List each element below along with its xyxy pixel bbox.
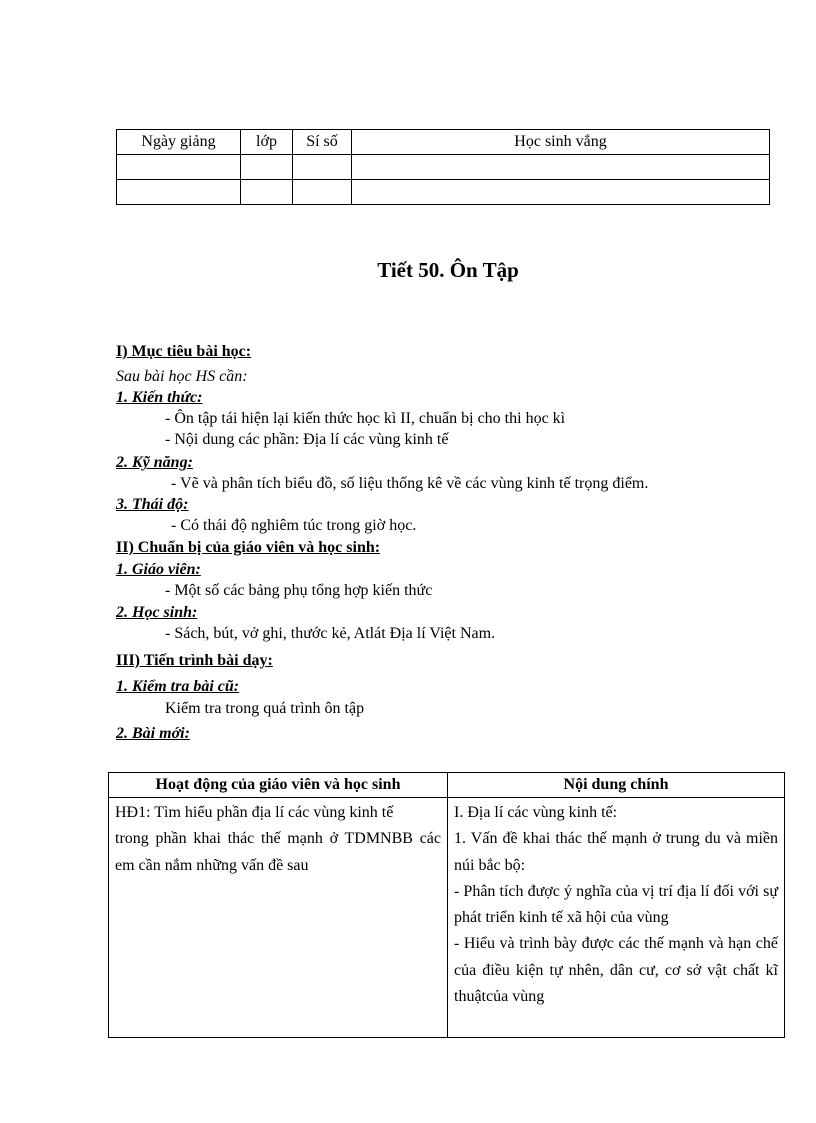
activity-line: trong phần khai thác thế mạnh ở TDMNBB các em cần nắm những vấn đề sau	[115, 830, 441, 874]
lesson-row	[109, 798, 785, 1038]
objectives-heading: I) Mục tiêu bài học:	[116, 343, 252, 360]
lesson-content-cell	[448, 798, 785, 1038]
attitude-heading: 3. Thái độ:	[116, 496, 189, 513]
check-item: Kiểm tra trong quá trình ôn tập	[165, 700, 365, 717]
lesson-title: Tiết 50. Ôn Tập	[377, 258, 519, 282]
procedure-heading: III) Tiến trình bài dạy:	[116, 652, 273, 669]
content-line: - Phân tích được ý nghĩa của vị trí địa lí đối với sự phát triển kinh tế xã hội của vùng	[454, 882, 778, 927]
content-line: - Hiểu và trình bày được các thế mạnh và hạn chế của điều kiện tự nhên, dân cư, cơ sở vật chất kĩ thuậtcủa vùng	[454, 935, 778, 1006]
teacher-heading: 1. Giáo viên:	[116, 561, 201, 578]
attendance-row	[117, 180, 770, 205]
check-heading: 1. Kiểm tra bài cũ:	[116, 678, 240, 695]
objectives-intro: Sau bài học HS cần:	[116, 368, 248, 385]
attendance-header-count: Sí số	[293, 130, 352, 155]
attendance-header-row	[117, 130, 770, 155]
lesson-header-content: Nội dung chính	[448, 773, 785, 798]
new-lesson-heading: 2. Bài mới:	[116, 725, 190, 742]
activity-line: HĐ1: Tìm hiểu phần địa lí các vùng kinh tế	[115, 804, 394, 821]
knowledge-item: - Nội dung các phần: Địa lí các vùng kinh tế	[165, 431, 449, 448]
knowledge-heading: 1. Kiến thức:	[116, 389, 203, 406]
skills-item: - Vẽ và phân tích biểu đồ, số liệu thống kê về các vùng kinh tế trọng điểm.	[171, 475, 649, 492]
preparation-heading: II) Chuẩn bị của giáo viên và học sinh:	[116, 539, 381, 556]
skills-heading: 2. Kỹ năng:	[116, 454, 193, 471]
content-line: I. Địa lí các vùng kinh tế:	[454, 804, 618, 821]
lesson-table	[108, 772, 785, 1038]
attendance-header-class: lớp	[241, 130, 293, 155]
attendance-header-date: Ngày giảng	[117, 130, 241, 155]
teacher-item: - Một số các bảng phụ tổng hợp kiến thức	[165, 582, 433, 599]
attendance-header-absent: Học sinh vắng	[352, 130, 770, 155]
content-line: 1. Vấn đề khai thác thế mạnh ở trung du và miền núi bắc bộ:	[454, 830, 778, 874]
attendance-row	[117, 155, 770, 180]
student-heading: 2. Học sinh:	[116, 604, 198, 621]
attitude-item: - Có thái độ nghiêm túc trong giờ học.	[171, 517, 417, 534]
lesson-activities-cell	[109, 798, 448, 1038]
lesson-header-row	[109, 773, 785, 798]
student-item: - Sách, bút, vở ghi, thước kẻ, Atlát Địa lí Việt Nam.	[165, 625, 496, 642]
attendance-table	[116, 129, 770, 205]
knowledge-item: - Ôn tập tái hiện lại kiến thức học kì II, chuẩn bị cho thi học kì	[165, 410, 566, 427]
lesson-header-activities: Hoạt động của giáo viên và học sinh	[109, 773, 448, 798]
